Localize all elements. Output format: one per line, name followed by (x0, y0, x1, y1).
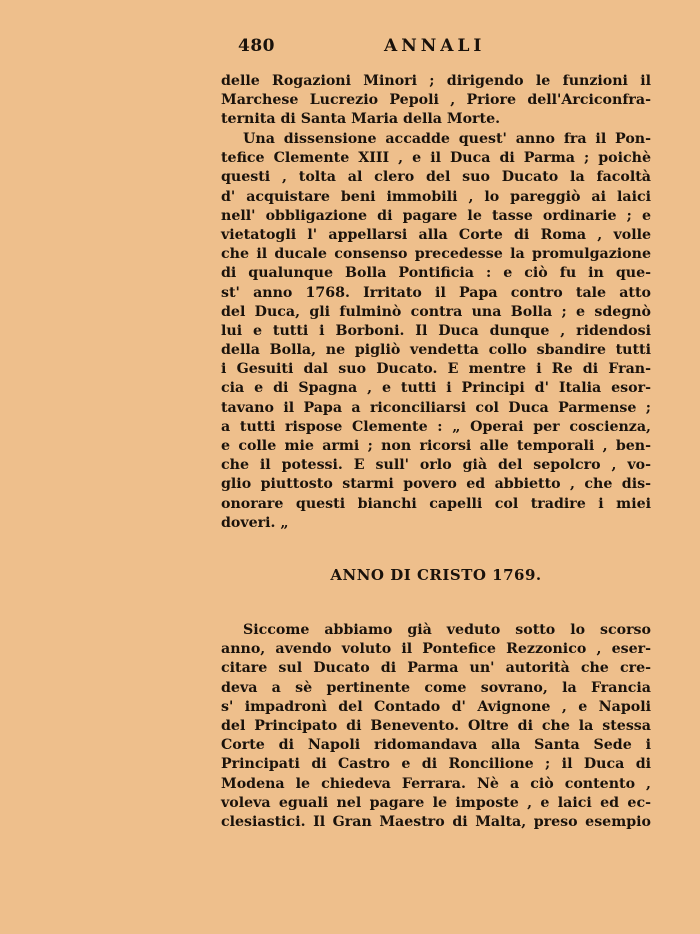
text-line: citare sul Ducato di Parma un' autorità che cre- (221, 660, 651, 677)
text-line: del Duca, gli fulminò contra una Bolla ; e sdegnò (221, 303, 651, 320)
text-line: Principati di Castro e di Roncilione ; il Duca di (221, 756, 651, 773)
text-line: della Bolla, ne pigliò vendetta collo sbandire tutti (221, 342, 651, 359)
text-line: nell' obbligazione di pagare le tasse ordinarie ; e (221, 207, 651, 224)
text-line: che il ducale consenso precedesse la promulgazione (221, 246, 651, 263)
text-line: e colle mie armi ; non ricorsi alle temporali , ben- (221, 438, 651, 454)
text-line: tavano il Papa a riconciliarsi col Duca Parmense ; (221, 399, 651, 416)
text-line: lui e tutti i Borboni. Il Duca dunque , ridendosi (221, 322, 651, 339)
text-line: d' acquistare beni immobili , lo pareggiò ai laici (221, 188, 651, 205)
year-heading: ANNO DI CRISTO 1769. (330, 566, 542, 584)
page-number: 480 (238, 36, 275, 56)
text-line: onorare questi bianchi capelli col tradire i miei (221, 495, 651, 512)
text-line: cia e di Spagna , e tutti i Principi d' Italia esor- (221, 380, 651, 397)
text-line: vietatogli l' appellarsi alla Corte di Roma , volle (221, 226, 651, 243)
text-line: glio piuttosto starmi povero ed abbietto , che dis- (221, 476, 651, 493)
text-line: a tutti rispose Clemente : „ Operai per coscienza, (221, 418, 651, 435)
text-line: anno, avendo voluto il Pontefice Rezzonico , eser- (221, 641, 651, 658)
text-line: st' anno 1768. Irritato il Papa contro tale atto (221, 284, 651, 301)
text-line: deva a sè pertinente come sovrano, la Francia (221, 679, 651, 696)
text-line: del Principato di Benevento. Oltre di che la stessa (221, 717, 651, 734)
text-line: tefice Clemente XIII , e il Duca di Parma ; poichè (221, 150, 651, 167)
text-line: Una dissensione accadde quest' anno fra il Pon- (243, 131, 651, 147)
text-line: delle Rogazioni Minori ; dirigendo le funzioni il (221, 73, 651, 89)
text-line: Corte di Napoli ridomandava alla Santa Sede i (221, 737, 651, 754)
text-line: che il potessi. E sull' orlo già del sepolcro , vo- (221, 457, 651, 474)
text-line: di qualunque Bolla Pontificia : e ciò fu in que- (221, 265, 651, 282)
text-line: Marchese Lucrezio Pepoli , Priore dell'Arciconfra- (221, 92, 651, 109)
text-line: Modena le chiedeva Ferrara. Nè a ciò contento , (221, 775, 651, 792)
text-line: voleva eguali nel pagare le imposte , e laici ed ec- (221, 794, 651, 811)
paragraph-continued (221, 72, 651, 130)
text-line: ternita di Santa Maria della Morte. (221, 111, 501, 128)
page-header (238, 36, 658, 60)
text-line: doveri. „ (221, 514, 289, 531)
text-line: questi , tolta al clero del suo Ducato la facoltà (221, 169, 651, 186)
text-line: clesiastici. Il Gran Maestro di Malta, preso esempio (221, 813, 651, 830)
text-line: i Gesuiti dal suo Ducato. E mentre i Re di Fran- (221, 361, 651, 378)
paragraph-1769 (221, 621, 651, 832)
text-line: s' impadronì del Contado d' Avignone , e Napoli (221, 698, 651, 715)
running-title: ANNALI (384, 36, 486, 56)
paragraph-dissension (221, 130, 651, 533)
text-line: Siccome abbiamo già veduto sotto lo scorso (243, 622, 651, 638)
